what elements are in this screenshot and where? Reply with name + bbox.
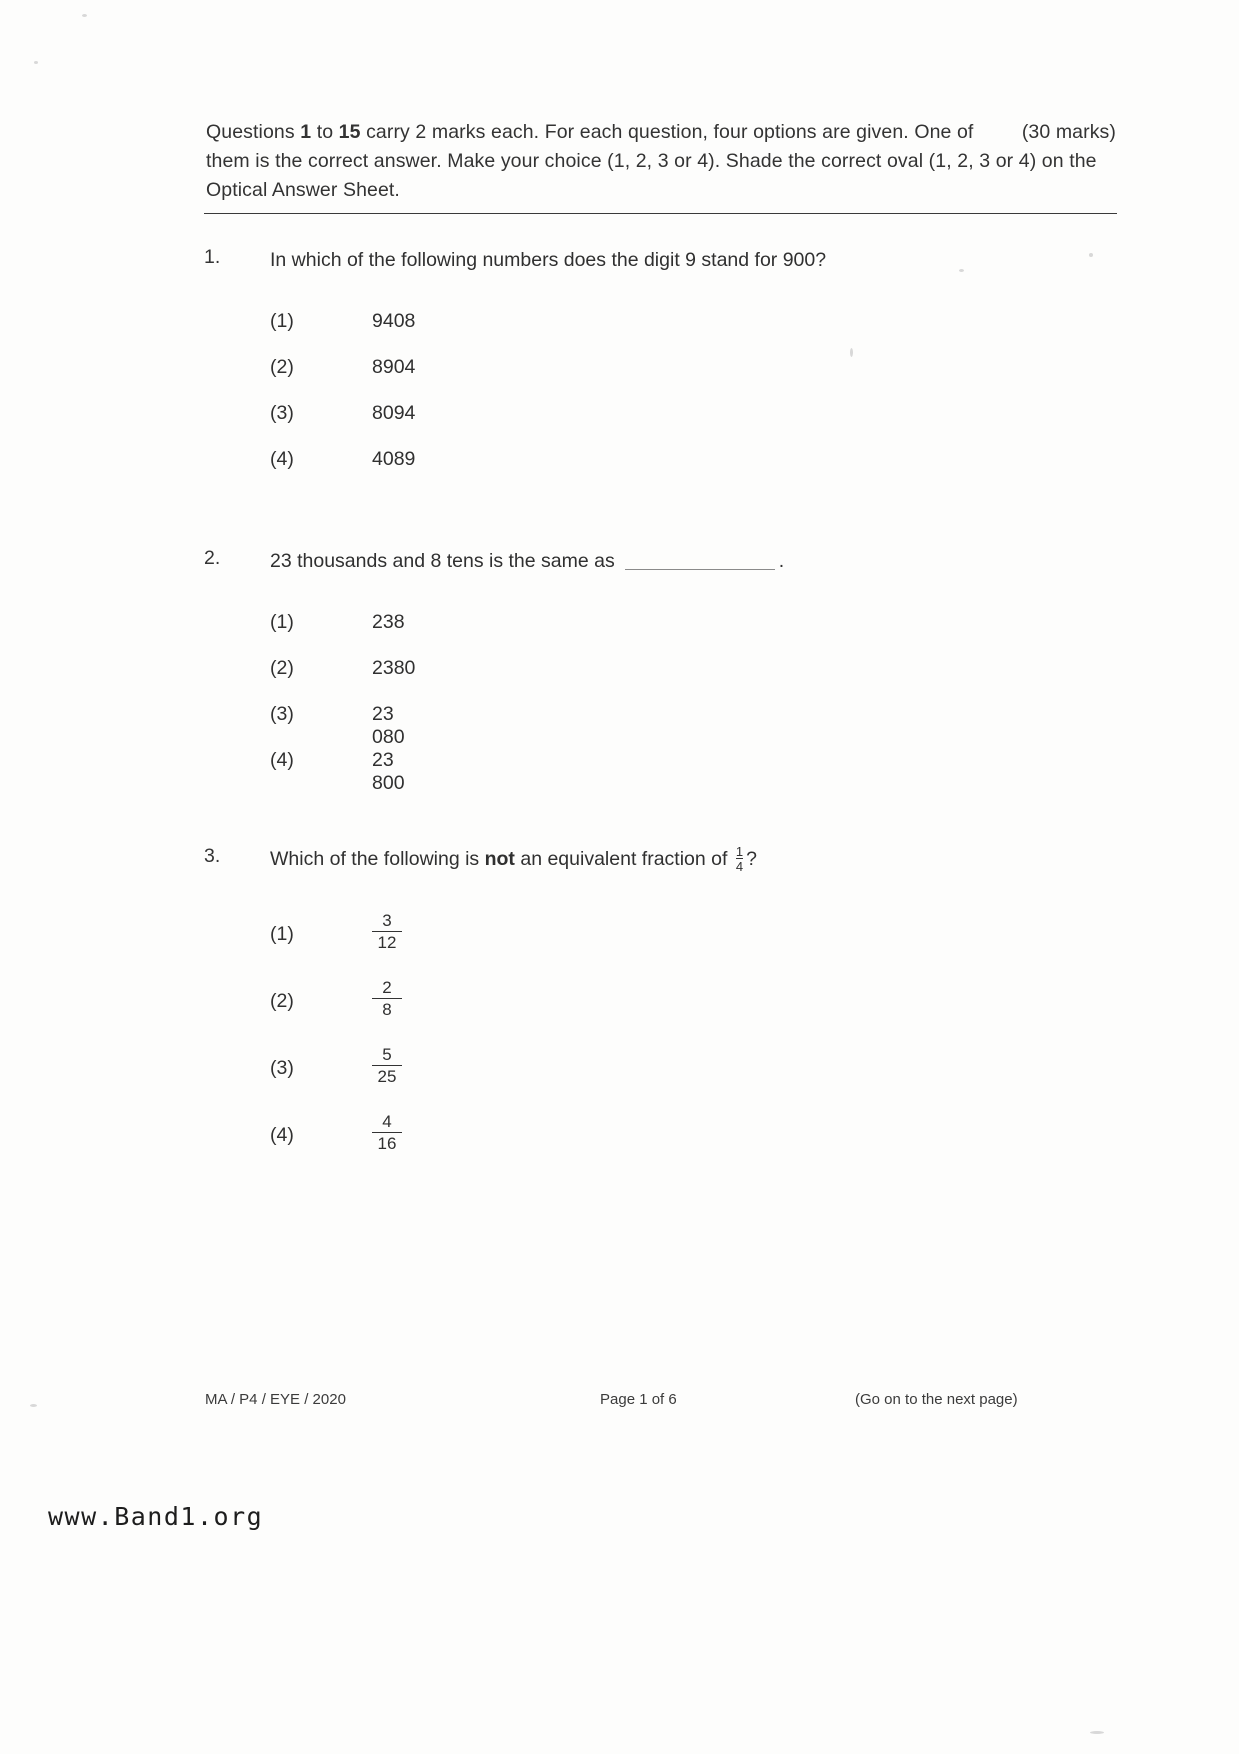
fraction-denominator: 16 [372, 1132, 402, 1154]
question-2-text [270, 547, 784, 575]
option-value: 8904 [372, 356, 416, 378]
option-label: (4) [270, 1124, 294, 1146]
scan-speck [959, 269, 964, 272]
fraction-denominator: 12 [372, 931, 402, 953]
question-3-text-mid: an equivalent fraction of [514, 848, 733, 870]
instructions-line2: them is the correct answer. Make your choice (1, 2, 3 or 4). Shade the correct oval [206, 150, 924, 172]
option-value: 4089 [372, 448, 416, 470]
fraction-numerator: 3 [382, 911, 392, 930]
option-label: (1) [270, 310, 294, 332]
option-value: 23 800 [372, 749, 405, 794]
option-fraction [372, 911, 402, 953]
option-value: 238 [372, 611, 405, 633]
fraction-denominator: 8 [372, 998, 402, 1020]
question-3-fraction [736, 845, 743, 873]
scan-speck [82, 14, 87, 17]
total-marks: (30 marks) [1021, 121, 1116, 143]
question-1-number: 1. [204, 246, 221, 268]
question-2-text-after: . [778, 550, 785, 572]
horizontal-divider [204, 213, 1117, 214]
scan-speck [850, 348, 853, 357]
answer-blank [625, 557, 775, 570]
instructions-block [206, 118, 1116, 205]
option-label: (2) [270, 990, 294, 1012]
fraction-numerator: 5 [382, 1045, 392, 1064]
question-2-number: 2. [204, 547, 221, 569]
option-fraction [372, 978, 402, 1020]
question-3-bold-not: not [484, 848, 515, 870]
question-1-text: In which of the following numbers does the digit 9 stand for 900? [270, 249, 827, 271]
instructions-line1-part3: carry 2 marks each. For each question, four options are given. One of [360, 121, 974, 143]
option-value: 2380 [372, 657, 416, 679]
question-3-text-after: ? [746, 848, 757, 870]
option-label: (1) [270, 611, 294, 633]
option-label: (3) [270, 703, 294, 725]
option-label: (3) [270, 1057, 294, 1079]
fraction-numerator: 2 [382, 978, 392, 997]
option-value: 8094 [372, 402, 416, 424]
option-label: (4) [270, 448, 294, 470]
fraction-denominator: 25 [372, 1065, 402, 1087]
scan-speck [1090, 1731, 1104, 1734]
fraction-numerator: 4 [382, 1112, 392, 1131]
option-label: (4) [270, 749, 294, 771]
option-label: (3) [270, 402, 294, 424]
option-value: 9408 [372, 310, 416, 332]
option-label: (1) [270, 923, 294, 945]
question-3-text-before: Which of the following is [270, 848, 485, 870]
scan-speck [30, 1404, 37, 1407]
footer-next-page-note: (Go on to the next page) [855, 1391, 1018, 1408]
fraction-denominator: 4 [735, 858, 744, 874]
fraction-numerator: 1 [735, 843, 744, 859]
scan-speck [34, 61, 38, 64]
option-fraction [372, 1112, 402, 1154]
question-3-text [270, 845, 757, 874]
footer-paper-code: MA / P4 / EYE / 2020 [205, 1391, 346, 1408]
option-fraction [372, 1045, 402, 1087]
instructions-line1-part2: to [311, 121, 339, 143]
instructions-bold-1: 1 [300, 121, 312, 143]
instructions-line3: (1, 2, 3 or 4) on the Optical Answer Sheet. [206, 150, 1097, 201]
question-2-text-before: 23 thousands and 8 tens is the same as [270, 550, 615, 572]
question-3-number: 3. [204, 845, 221, 867]
footer-page-number: Page 1 of 6 [600, 1391, 677, 1408]
instructions-bold-15: 15 [338, 121, 361, 143]
scan-speck [1089, 253, 1093, 257]
option-label: (2) [270, 657, 294, 679]
instructions-line1-part1: Questions [206, 121, 301, 143]
option-value: 23 080 [372, 703, 405, 748]
site-watermark: www.Band1.org [48, 1502, 264, 1531]
option-label: (2) [270, 356, 294, 378]
